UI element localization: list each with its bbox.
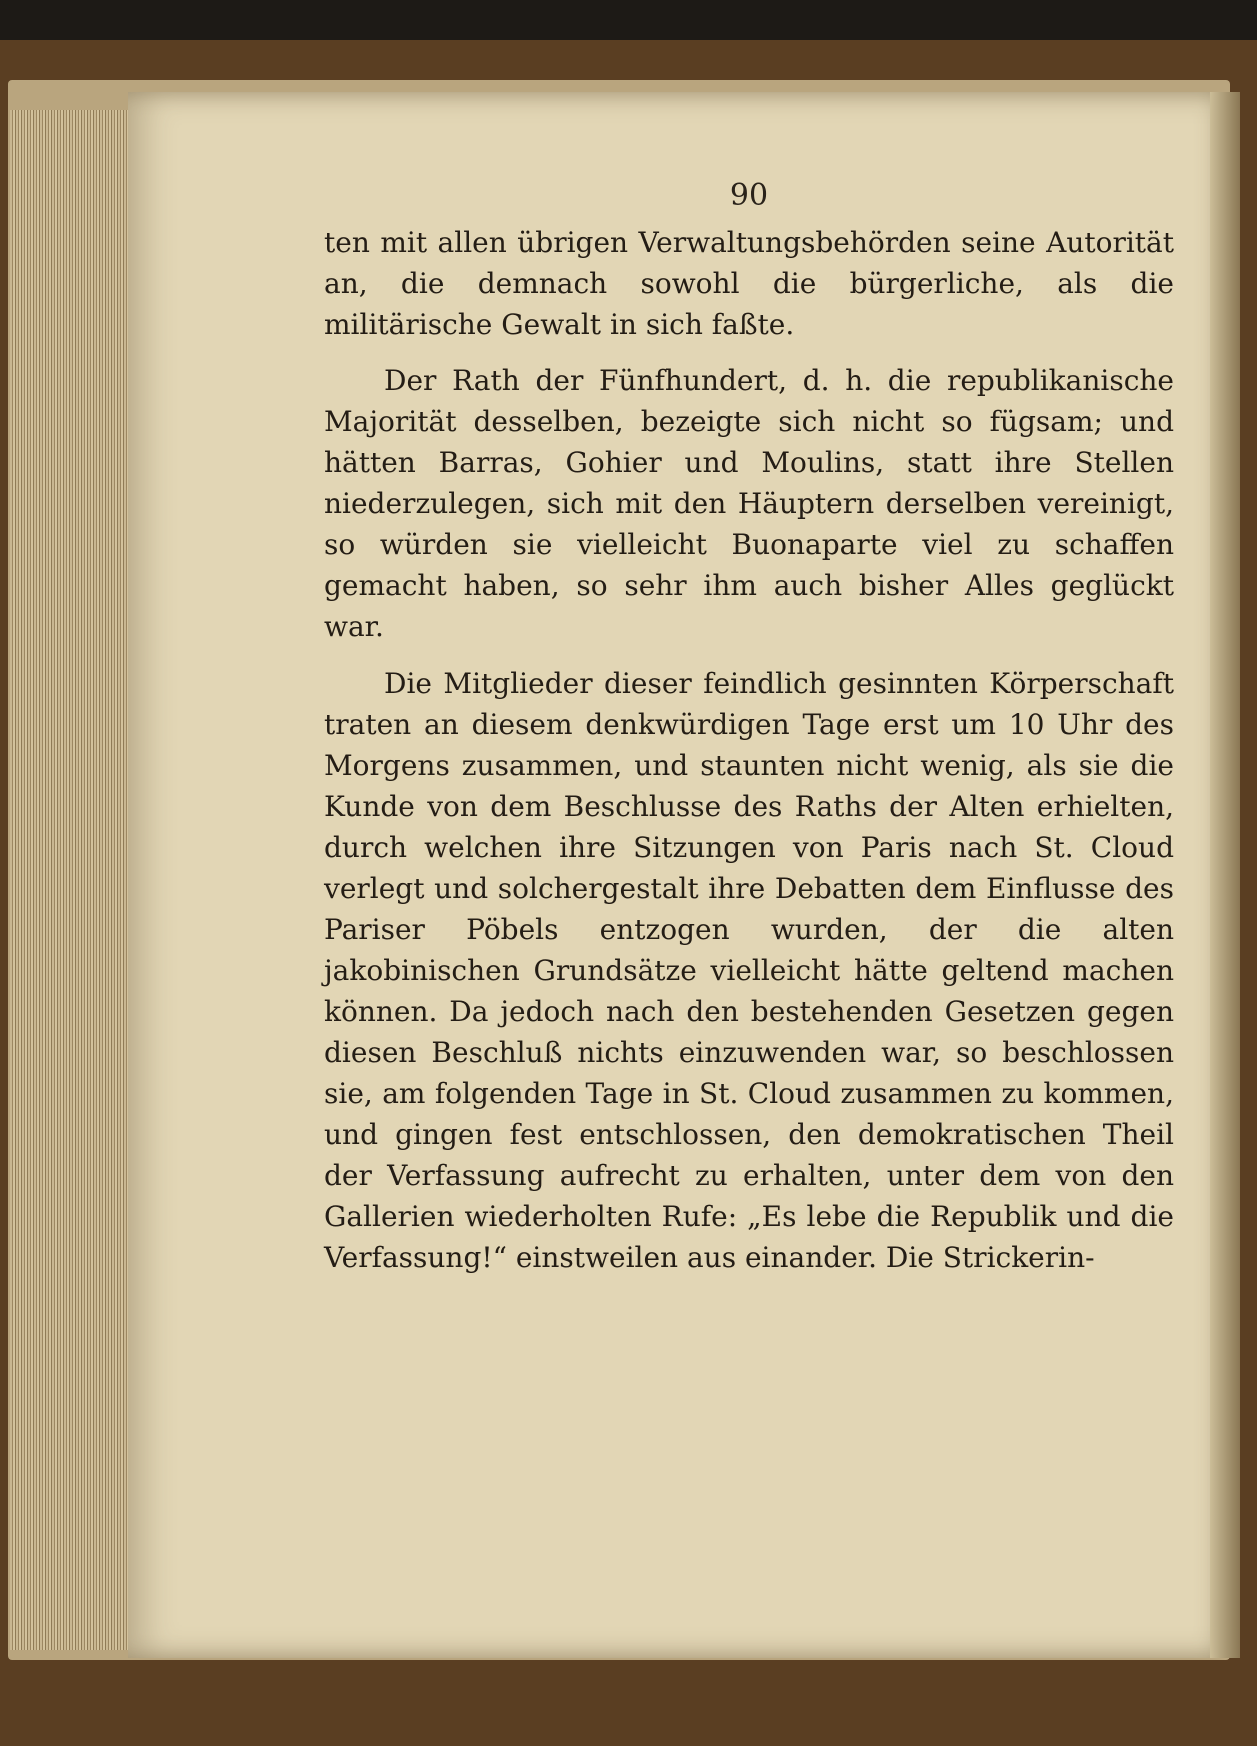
page-edges xyxy=(10,110,128,1650)
page-number: 90 xyxy=(729,178,769,213)
paragraph-1: ten mit allen übrigen Verwaltungsbehörden seine Autorität an, die demnach sowohl die bürgerliche, als die militärische Gewalt in sich faßte. xyxy=(324,226,1174,341)
page-gutter xyxy=(1210,92,1240,1658)
paragraph-2: Der Rath der Fünfhundert, d. h. die republikanische Majorität desselben, bezeigte sich nicht so fügsam; und hätten Barras, Gohier und Moulins, statt ihre Stellen niederzulegen, sich mit den Häuptern derselben vereinigt, so würden sie vielleicht Buonaparte viel zu schaffen gemacht haben, so sehr ihm auch bisher Alles geglückt war. xyxy=(324,364,1174,643)
paragraph-3: Die Mitglieder dieser feindlich gesinnten Körperschaft traten an diesem denkwürdigen Tage erst um 10 Uhr des Morgens zusammen, und staunten nicht wenig, als sie die Kunde von dem Beschlusse des Raths der Alten erhielten, durch welchen ihre Sitzungen von Paris nach St. Cloud verlegt und solchergestalt ihre Debatten dem Einflusse des Pariser Pöbels entzogen wurden, der die alten jakobinischen Grundsätze vielleicht hätte geltend machen können. Da jedoch nach den bestehenden Gesetzen gegen diesen Beschluß nichts einzuwenden war, so beschlossen sie, am folgenden Tage in St. Cloud zusammen zu kommen, und gingen fest entschlossen, den demokratischen Theil der Verfassung aufrecht zu erhalten, unter dem von den Gallerien wiederholten Rufe: „Es lebe die Republik und die Verfassung!“ einstweilen aus einander. Die Strickerin- xyxy=(324,667,1174,1274)
book-page xyxy=(128,92,1228,1658)
